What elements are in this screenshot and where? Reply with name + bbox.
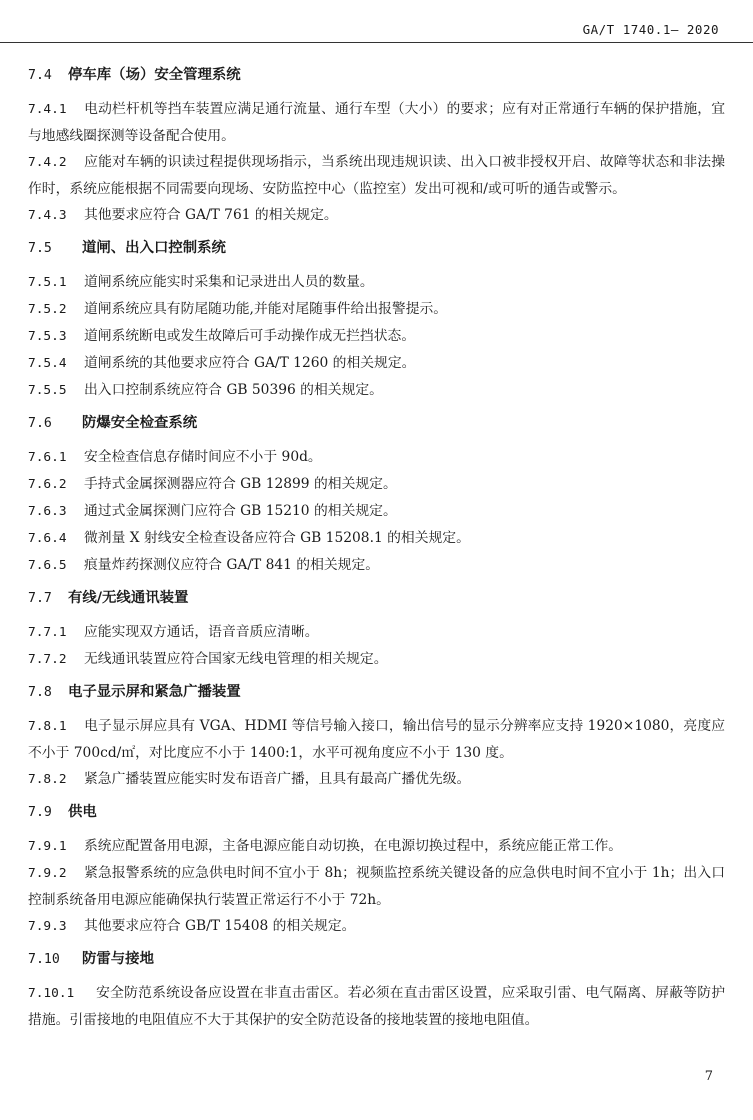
section-7-6 — [28, 413, 725, 579]
clause-number: 7.5.1 — [28, 275, 67, 290]
clause — [28, 646, 725, 673]
section-heading — [28, 588, 725, 609]
clause-text: 紧急广播装置应能实时发布语音广播，且具有最高广播优先级。 — [84, 771, 471, 787]
section-heading — [28, 413, 725, 434]
section-number: 7.9 — [28, 805, 52, 820]
clause — [28, 471, 725, 498]
document-header: GA/T 1740.1— 2020 — [582, 22, 719, 37]
section-title: 供电 — [68, 804, 97, 820]
clause-text: 应能实现双方通话，语音音质应清晰。 — [84, 624, 319, 640]
clause-number: 7.9.1 — [28, 839, 67, 854]
section-number: 7.6 — [28, 416, 52, 431]
clause-number: 7.5.3 — [28, 329, 67, 344]
section-number: 7.8 — [28, 685, 52, 700]
clause-number: 7.6.2 — [28, 477, 67, 492]
section-number: 7.5 — [28, 241, 52, 256]
section-title: 道闸、出入口控制系统 — [82, 240, 226, 256]
section-7-7 — [28, 588, 725, 673]
clause-number: 7.4.2 — [28, 155, 67, 170]
clause-number: 7.8.1 — [28, 719, 67, 734]
section-7-10 — [28, 949, 725, 1033]
clause — [28, 96, 725, 149]
clause-text: 无线通讯装置应符合国家无线电管理的相关规定。 — [84, 651, 388, 667]
clause-text: 系统应配置备用电源，主备电源应能自动切换，在电源切换过程中，系统应能正常工作。 — [84, 838, 623, 854]
document-body — [28, 58, 725, 1042]
clause-text: 安全检查信息存储时间应不小于 90d。 — [84, 449, 322, 465]
clause-number: 7.5.4 — [28, 356, 67, 371]
clause — [28, 444, 725, 471]
clause-number: 7.10.1 — [28, 986, 75, 1001]
clause — [28, 296, 725, 323]
section-number: 7.10 — [28, 952, 60, 967]
clause-number: 7.6.5 — [28, 558, 67, 573]
section-number: 7.7 — [28, 591, 52, 606]
clause-number: 7.9.3 — [28, 919, 67, 934]
section-title: 防爆安全检查系统 — [82, 415, 198, 431]
section-7-4 — [28, 65, 725, 229]
clause — [28, 202, 725, 229]
section-7-5 — [28, 238, 725, 404]
section-heading — [28, 238, 725, 259]
clause — [28, 323, 725, 350]
clause-text: 道闸系统断电或发生故障后可手动操作成无拦挡状态。 — [84, 328, 416, 344]
section-heading — [28, 682, 725, 703]
clause-number: 7.4.1 — [28, 102, 67, 117]
section-7-9 — [28, 802, 725, 940]
clause — [28, 350, 725, 377]
clause-text: 应能对车辆的识读过程提供现场指示，当系统出现违规识读、出入口被非授权开启、故障等状态和非法操作时，系统应能根据不同需要向现场、安防监控中心（监控室）发出可视和/或可听的通告或警示。 — [28, 154, 725, 197]
clause — [28, 913, 725, 940]
header-divider — [0, 42, 753, 43]
clause — [28, 498, 725, 525]
clause — [28, 269, 725, 296]
clause-text: 手持式金属探测器应符合 GB 12899 的相关规定。 — [84, 476, 397, 492]
clause-number: 7.5.2 — [28, 302, 67, 317]
clause-text: 电动栏杆机等挡车装置应满足通行流量、通行车型（大小）的要求；应有对正常通行车辆的保护措施，宜与地感线圈探测等设备配合使用。 — [28, 101, 725, 144]
clause — [28, 552, 725, 579]
clause-text: 电子显示屏应具有 VGA、HDMI 等信号输入接口，输出信号的显示分辨率应支持 1920×1080，亮度应不小于 700cd/㎡，对比度应不小于 1400:1，水平可视角度应不小于 130 度。 — [28, 718, 725, 761]
clause — [28, 766, 725, 793]
clause-number: 7.6.4 — [28, 531, 67, 546]
clause-number: 7.8.2 — [28, 772, 67, 787]
clause-text: 出入口控制系统应符合 GB 50396 的相关规定。 — [84, 382, 383, 398]
clause — [28, 833, 725, 860]
clause — [28, 149, 725, 202]
clause-number: 7.6.1 — [28, 450, 67, 465]
clause-text: 安全防范系统设备应设置在非直击雷区。若必须在直击雷区设置，应采取引雷、电气隔离、屏蔽等防护措施。引雷接地的电阻值应不大于其保护的安全防范设备的接地装置的接地电阻值。 — [28, 985, 725, 1028]
clause-number: 7.7.1 — [28, 625, 67, 640]
page-number: 7 — [704, 1069, 713, 1084]
clause-number: 7.6.3 — [28, 504, 67, 519]
clause-number: 7.4.3 — [28, 208, 67, 223]
clause-number: 7.7.2 — [28, 652, 67, 667]
clause — [28, 713, 725, 766]
section-title: 电子显示屏和紧急广播装置 — [68, 684, 241, 700]
clause-text: 其他要求应符合 GB/T 15408 的相关规定。 — [84, 918, 356, 934]
clause — [28, 619, 725, 646]
clause-text: 通过式金属探测门应符合 GB 15210 的相关规定。 — [84, 503, 397, 519]
clause — [28, 377, 725, 404]
section-7-8 — [28, 682, 725, 793]
clause-text: 道闸系统的其他要求应符合 GA/T 1260 的相关规定。 — [84, 355, 416, 371]
clause-number: 7.9.2 — [28, 866, 67, 881]
section-title: 有线/无线通讯装置 — [68, 590, 189, 606]
section-number: 7.4 — [28, 68, 52, 83]
clause-number: 7.5.5 — [28, 383, 67, 398]
section-heading — [28, 949, 725, 970]
clause-text: 道闸系统应能实时采集和记录进出人员的数量。 — [84, 274, 374, 290]
section-title: 防雷与接地 — [82, 951, 154, 967]
clause-text: 痕量炸药探测仪应符合 GA/T 841 的相关规定。 — [84, 557, 380, 573]
clause-text: 微剂量 X 射线安全检查设备应符合 GB 15208.1 的相关规定。 — [84, 530, 470, 546]
clause-text: 道闸系统应具有防尾随功能,并能对尾随事件给出报警提示。 — [84, 301, 448, 317]
clause — [28, 525, 725, 552]
clause-text: 紧急报警系统的应急供电时间不宜小于 8h；视频监控系统关键设备的应急供电时间不宜小于 1h；出入口控制系统备用电源应能确保执行装置正常运行不小于 72h。 — [28, 865, 725, 908]
clause — [28, 980, 725, 1033]
section-title: 停车库（场）安全管理系统 — [68, 67, 241, 83]
clause-text: 其他要求应符合 GA/T 761 的相关规定。 — [84, 207, 338, 223]
clause — [28, 860, 725, 913]
section-heading — [28, 802, 725, 823]
section-heading — [28, 65, 725, 86]
